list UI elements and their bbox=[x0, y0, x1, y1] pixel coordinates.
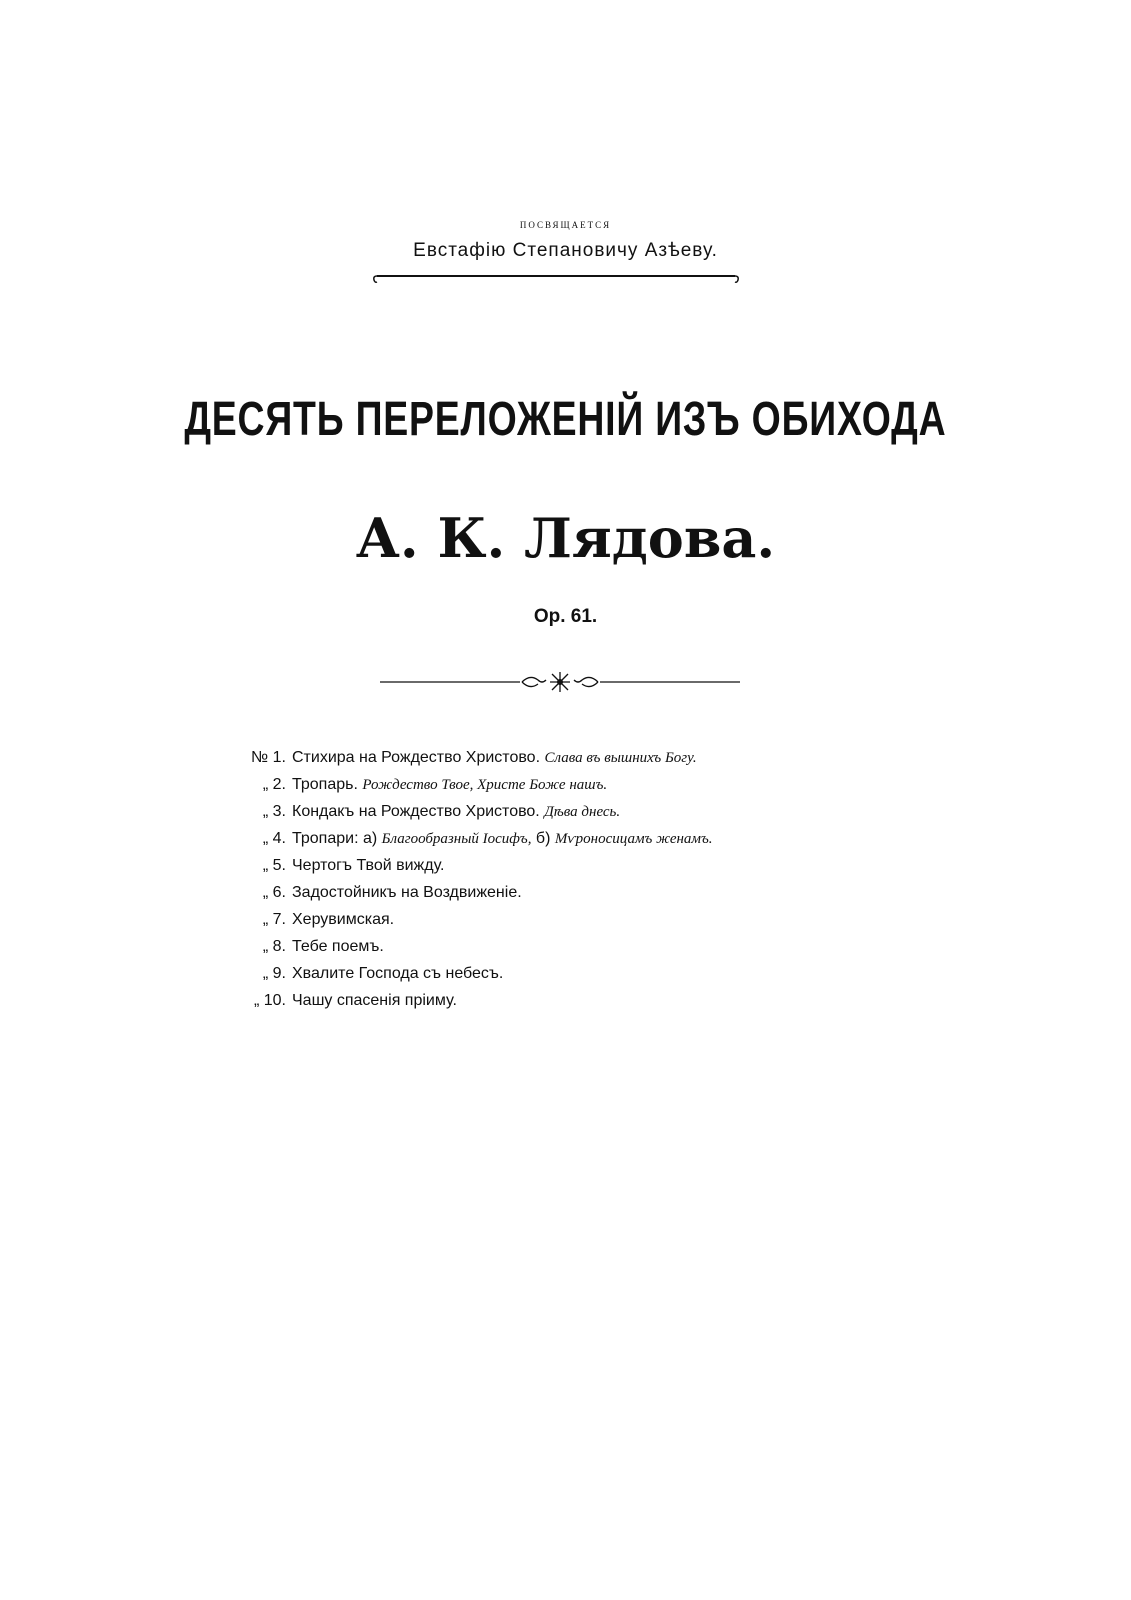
item-incipit: Благообразный Iосифъ, bbox=[381, 831, 532, 847]
item-number: „ 9. bbox=[262, 965, 286, 982]
dedication-label: посвящается bbox=[519, 216, 612, 231]
item-number: „ 6. bbox=[262, 884, 286, 901]
item-number: „ 10. bbox=[253, 992, 286, 1009]
ornament-divider bbox=[380, 670, 740, 694]
item-title: Тебе поемъ. bbox=[292, 938, 384, 955]
item-incipit: Слава въ вышнихъ Богу. bbox=[544, 750, 697, 766]
composer-name: А. К. Лядова. bbox=[355, 506, 776, 570]
item-number: „ 2. bbox=[262, 776, 286, 793]
item-number: „ 3. bbox=[262, 803, 286, 820]
item-title-part: б) bbox=[535, 830, 551, 847]
item-incipit: Рождество Твое, Христе Боже нашъ. bbox=[362, 777, 608, 793]
list-item bbox=[230, 771, 950, 798]
item-title: Херувимская. bbox=[292, 911, 395, 928]
item-title: Стихира на Рождество Христово. bbox=[292, 749, 541, 766]
item-title: Кондакъ на Рождество Христово. bbox=[292, 803, 540, 820]
main-title: ДЕСЯТЬ ПЕРЕЛОЖЕНIЙ ИЗЪ ОБИХОДА bbox=[184, 393, 947, 446]
list-item bbox=[230, 825, 950, 852]
item-number: „ 5. bbox=[262, 857, 286, 874]
list-item bbox=[230, 906, 950, 933]
opus-number: Op. 61. bbox=[533, 606, 598, 627]
list-item bbox=[230, 987, 950, 1014]
item-title: Чашу спасенiя прiиму. bbox=[292, 992, 457, 1009]
dedication-rule bbox=[373, 270, 739, 286]
list-item bbox=[230, 933, 950, 960]
list-item bbox=[230, 879, 950, 906]
item-number: „ 7. bbox=[262, 911, 286, 928]
dedication-name: Евстафiю Степановичу Азѣеву. bbox=[413, 240, 718, 261]
item-incipit-second: Мѵроносицамъ женамъ. bbox=[554, 831, 713, 847]
item-title: Чертогъ Твой вижду. bbox=[292, 857, 445, 874]
list-item bbox=[230, 960, 950, 987]
item-title: Хвалите Господа съ небесъ. bbox=[292, 965, 504, 982]
list-item bbox=[230, 852, 950, 879]
list-item bbox=[230, 798, 950, 825]
item-number: № 1. bbox=[251, 749, 286, 766]
item-number: „ 8. bbox=[262, 938, 286, 955]
contents-list bbox=[230, 744, 950, 1014]
item-title: Задостойникъ на Воздвиженiе. bbox=[292, 884, 522, 901]
list-item bbox=[230, 744, 950, 771]
item-incipit: Дѣва днесь. bbox=[544, 804, 621, 820]
item-title: Тропарь. bbox=[292, 776, 358, 793]
item-number: „ 4. bbox=[262, 830, 286, 847]
item-title: Тропари: а) bbox=[292, 830, 378, 847]
